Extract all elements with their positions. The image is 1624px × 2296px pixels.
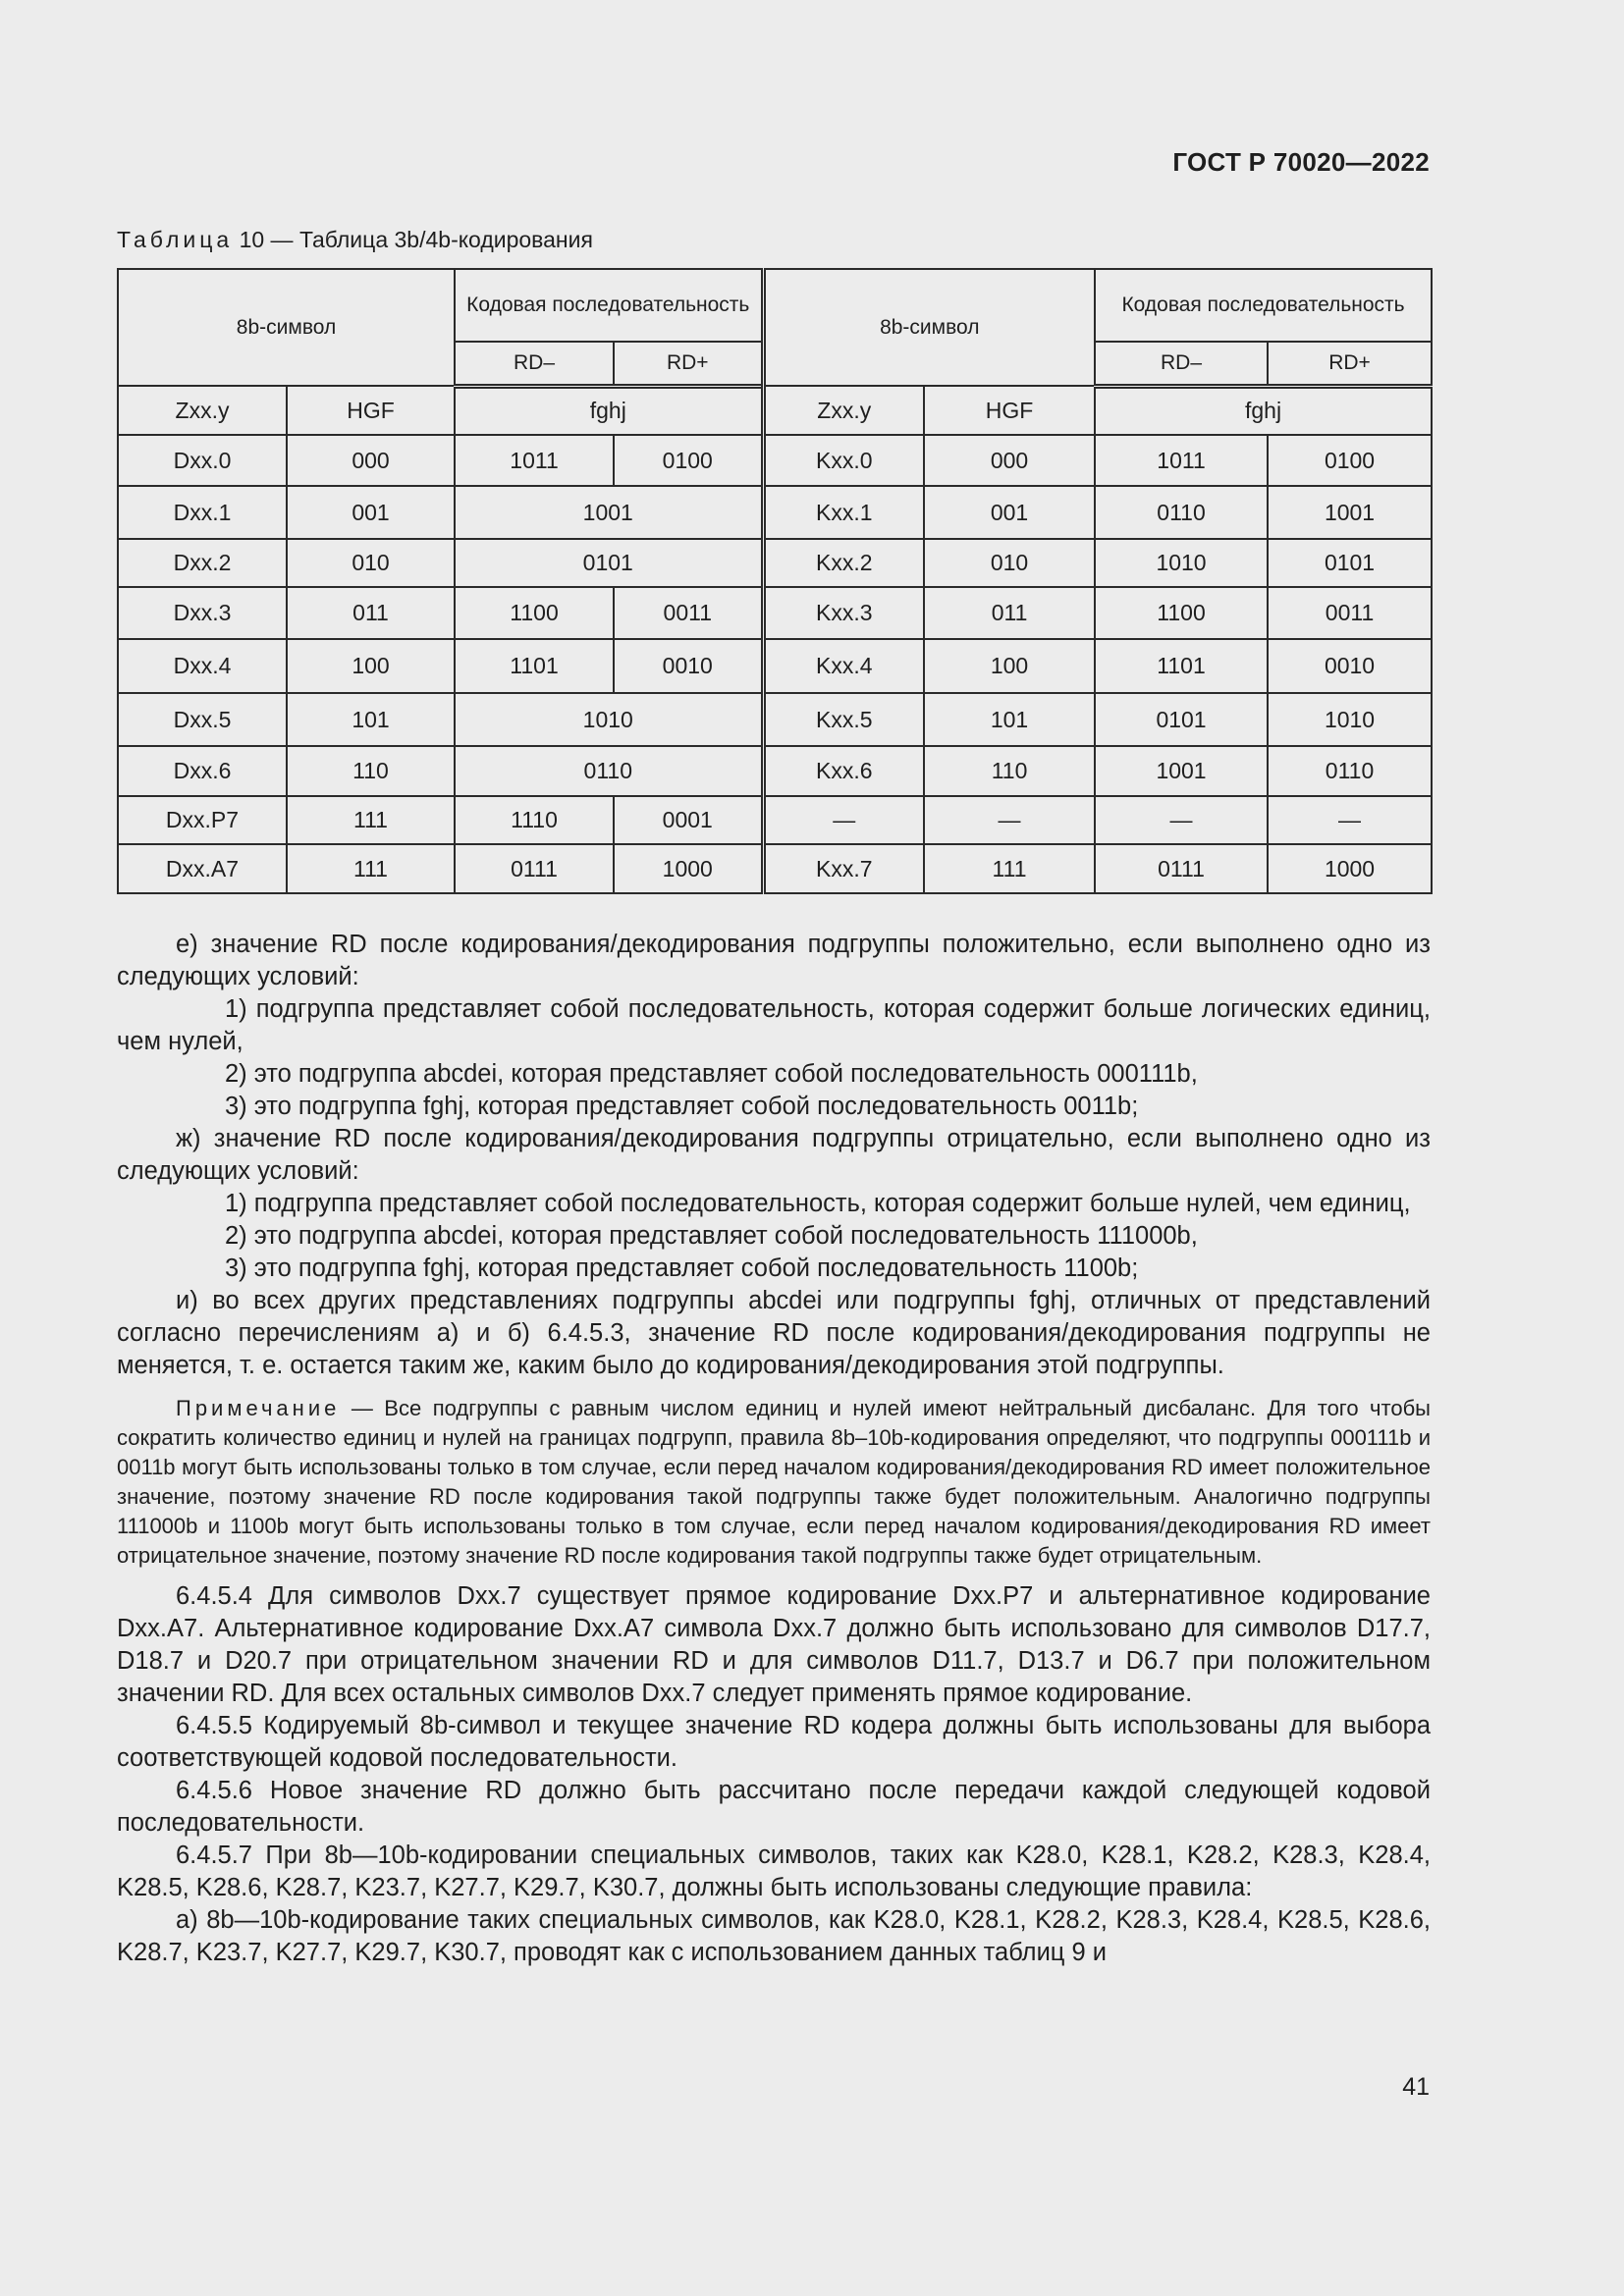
subheader-zxx-right: Zxx.y	[763, 386, 924, 435]
d-rd-minus: 1101	[455, 639, 614, 693]
subheader-hgf-right: HGF	[924, 386, 1095, 435]
k-rd-minus: 0110	[1095, 486, 1268, 539]
d-hgf: 011	[287, 587, 455, 639]
k-rd-plus: 0101	[1268, 539, 1432, 587]
k-symbol: Kxx.0	[763, 435, 924, 486]
subheader-fghj-left: fghj	[455, 386, 763, 435]
note	[117, 1394, 1431, 1571]
table-row	[118, 486, 1432, 539]
table-row	[118, 796, 1432, 844]
section-6-4-5-7: 6.4.5.7 При 8b—10b-кодировании специальных символов, таких как K28.0, K28.1, K28.2, K28.3, K28.4, K28.5, K28.6, K28.7, K23.7, K27.7, K29.7, K30.7, должны быть использованы следующие правила:	[117, 1842, 1431, 1901]
d-symbol: Dxx.P7	[118, 796, 287, 844]
table-row	[118, 746, 1432, 796]
k-rd-minus: 1101	[1095, 639, 1268, 693]
page-number: 41	[1402, 2073, 1430, 2101]
header-rd-plus-left: RD+	[614, 342, 763, 386]
section-6-4-5-6: 6.4.5.6 Новое значение RD должно быть рассчитано после передачи каждой следующей кодовой последовательности.	[117, 1777, 1431, 1837]
k-rd-plus: 0010	[1268, 639, 1432, 693]
d-rd-plus: 1000	[614, 844, 763, 893]
d-rd-minus: 1110	[455, 796, 614, 844]
table-row	[118, 693, 1432, 746]
d-rd-plus: 0001	[614, 796, 763, 844]
d-rd-minus: 0111	[455, 844, 614, 893]
k-symbol: Kxx.1	[763, 486, 924, 539]
d-rd-minus: 1011	[455, 435, 614, 486]
k-symbol: —	[763, 796, 924, 844]
d-hgf: 010	[287, 539, 455, 587]
section-6-4-5-5: 6.4.5.5 Кодируемый 8b-символ и текущее значение RD кодера должны быть использованы для выбора соответствующей кодовой последовательности.	[117, 1712, 1431, 1772]
subheader-fghj-right: fghj	[1095, 386, 1432, 435]
k-symbol: Kxx.3	[763, 587, 924, 639]
paragraph-i: и) во всех других представлениях подгруппы abcdei или подгруппы fghj, отличных от представлений согласно перечислениям а) и б) 6.4.5.3, значение RD после кодирования/декодирования подгруппы не меняется, т. е. остается таким же, каким было до кодирования/декодирования этой подгруппы.	[117, 1287, 1431, 1379]
k-hgf: 101	[924, 693, 1095, 746]
paragraph-zh-1: 1) подгруппа представляет собой последовательность, которая содержит больше нулей, чем единиц,	[225, 1190, 1411, 1217]
d-rd-plus: 0011	[614, 587, 763, 639]
d-fghj: 0110	[455, 746, 763, 796]
k-rd-plus: —	[1268, 796, 1432, 844]
k-rd-plus: 0100	[1268, 435, 1432, 486]
d-fghj: 0101	[455, 539, 763, 587]
paragraph-e-2: 2) это подгруппа abcdei, которая представляет собой последовательность 000111b,	[225, 1060, 1198, 1088]
k-rd-minus: 1011	[1095, 435, 1268, 486]
paragraph-e-1: 1) подгруппа представляет собой последовательность, которая содержит больше логических единиц, чем нулей,	[117, 995, 1431, 1055]
d-fghj: 1001	[455, 486, 763, 539]
table-caption	[117, 227, 593, 253]
d-symbol: Dxx.A7	[118, 844, 287, 893]
k-rd-plus: 0011	[1268, 587, 1432, 639]
table-row	[118, 435, 1432, 486]
document-code: ГОСТ Р 70020—2022	[1172, 147, 1430, 177]
subheader-zxx-left: Zxx.y	[118, 386, 287, 435]
body-text	[117, 929, 1431, 1969]
subheader-hgf-left: HGF	[287, 386, 455, 435]
k-rd-plus: 0110	[1268, 746, 1432, 796]
k-symbol: Kxx.6	[763, 746, 924, 796]
header-rd-minus-left: RD–	[455, 342, 614, 386]
k-rd-plus: 1010	[1268, 693, 1432, 746]
k-hgf: 110	[924, 746, 1095, 796]
k-rd-minus: 1100	[1095, 587, 1268, 639]
k-hgf: 011	[924, 587, 1095, 639]
k-rd-plus: 1001	[1268, 486, 1432, 539]
k-hgf: 010	[924, 539, 1095, 587]
encoding-table-3b4b	[117, 268, 1433, 894]
section-6-4-5-7-a: а) 8b—10b-кодирование таких специальных символов, как K28.0, K28.1, K28.2, K28.3, K28.4, K28.5, K28.6, K28.7, K23.7, K27.7, K29.7, K30.7, проводят как с использованием данных таблиц 9 и	[117, 1906, 1431, 1966]
d-rd-minus: 1100	[455, 587, 614, 639]
d-hgf: 110	[287, 746, 455, 796]
d-hgf: 111	[287, 796, 455, 844]
table-caption-text: 10 — Таблица 3b/4b-кодирования	[233, 227, 593, 252]
table-row	[118, 587, 1432, 639]
d-hgf: 000	[287, 435, 455, 486]
d-symbol: Dxx.2	[118, 539, 287, 587]
table-row	[118, 539, 1432, 587]
k-rd-minus: 1001	[1095, 746, 1268, 796]
d-hgf: 100	[287, 639, 455, 693]
paragraph-zh: ж) значение RD после кодирования/декодирования подгруппы отрицательно, если выполнено одно из следующих условий:	[117, 1125, 1431, 1185]
d-symbol: Dxx.6	[118, 746, 287, 796]
k-rd-minus: 1010	[1095, 539, 1268, 587]
note-text: — Все подгруппы с равным числом единиц и нулей имеют нейтральный дисбаланс. Для того чтобы сократить количество единиц и нулей на границах подгрупп, правила 8b–10b-кодирования определяют, что подгруппы 000111b и 0011b могут быть использованы только в том случае, если перед началом кодирования/декодирования RD имеет положительное значение, поэтому значение RD после кодирования такой подгруппы также будет положительным. Аналогично подгруппы 111000b и 1100b могут быть использованы только в том случае, если перед началом кодирования/декодирования RD имеет отрицательное значение, поэтому значение RD после кодирования такой подгруппы также будет отрицательным.	[117, 1396, 1431, 1568]
paragraph-zh-2: 2) это подгруппа abcdei, которая представляет собой последовательность 111000b,	[225, 1222, 1198, 1250]
k-hgf: 001	[924, 486, 1095, 539]
table-caption-label: Таблица	[117, 227, 234, 252]
header-8b-symbol-left: 8b-символ	[118, 269, 455, 386]
header-code-sequence-right: Кодовая последовательность	[1095, 269, 1432, 342]
k-symbol: Kxx.5	[763, 693, 924, 746]
k-rd-minus: —	[1095, 796, 1268, 844]
k-rd-minus: 0101	[1095, 693, 1268, 746]
header-rd-plus-right: RD+	[1268, 342, 1432, 386]
k-hgf: 100	[924, 639, 1095, 693]
d-symbol: Dxx.0	[118, 435, 287, 486]
d-hgf: 001	[287, 486, 455, 539]
table-row	[118, 844, 1432, 893]
k-symbol: Kxx.4	[763, 639, 924, 693]
k-hgf: 000	[924, 435, 1095, 486]
header-rd-minus-right: RD–	[1095, 342, 1268, 386]
d-symbol: Dxx.3	[118, 587, 287, 639]
note-label: Примечание	[176, 1396, 341, 1420]
paragraph-zh-3: 3) это подгруппа fghj, которая представляет собой последовательность 1100b;	[225, 1255, 1139, 1282]
header-8b-symbol-right: 8b-символ	[763, 269, 1095, 386]
d-rd-plus: 0010	[614, 639, 763, 693]
k-hgf: 111	[924, 844, 1095, 893]
header-code-sequence-left: Кодовая последовательность	[455, 269, 763, 342]
k-symbol: Kxx.2	[763, 539, 924, 587]
table-row	[118, 639, 1432, 693]
section-6-4-5-4: 6.4.5.4 Для символов Dxx.7 существует прямое кодирование Dxx.P7 и альтернативное кодирование Dxx.A7. Альтернативное кодирование Dxx.A7 символа Dxx.7 должно быть использовано для символов D17.7, D18.7 и D20.7 при отрицательном значении RD и для символов D11.7, D13.7 и D6.7 при положительном значении RD. Для всех остальных символов Dxx.7 следует применять прямое кодирование.	[117, 1582, 1431, 1707]
d-rd-plus: 0100	[614, 435, 763, 486]
paragraph-e: е) значение RD после кодирования/декодирования подгруппы положительно, если выполнено одно из следующих условий:	[117, 931, 1431, 990]
d-hgf: 111	[287, 844, 455, 893]
k-symbol: Kxx.7	[763, 844, 924, 893]
k-hgf: —	[924, 796, 1095, 844]
k-rd-plus: 1000	[1268, 844, 1432, 893]
d-hgf: 101	[287, 693, 455, 746]
d-symbol: Dxx.5	[118, 693, 287, 746]
k-rd-minus: 0111	[1095, 844, 1268, 893]
paragraph-e-3: 3) это подгруппа fghj, которая представляет собой последовательность 0011b;	[225, 1093, 1139, 1120]
d-symbol: Dxx.4	[118, 639, 287, 693]
d-symbol: Dxx.1	[118, 486, 287, 539]
d-fghj: 1010	[455, 693, 763, 746]
